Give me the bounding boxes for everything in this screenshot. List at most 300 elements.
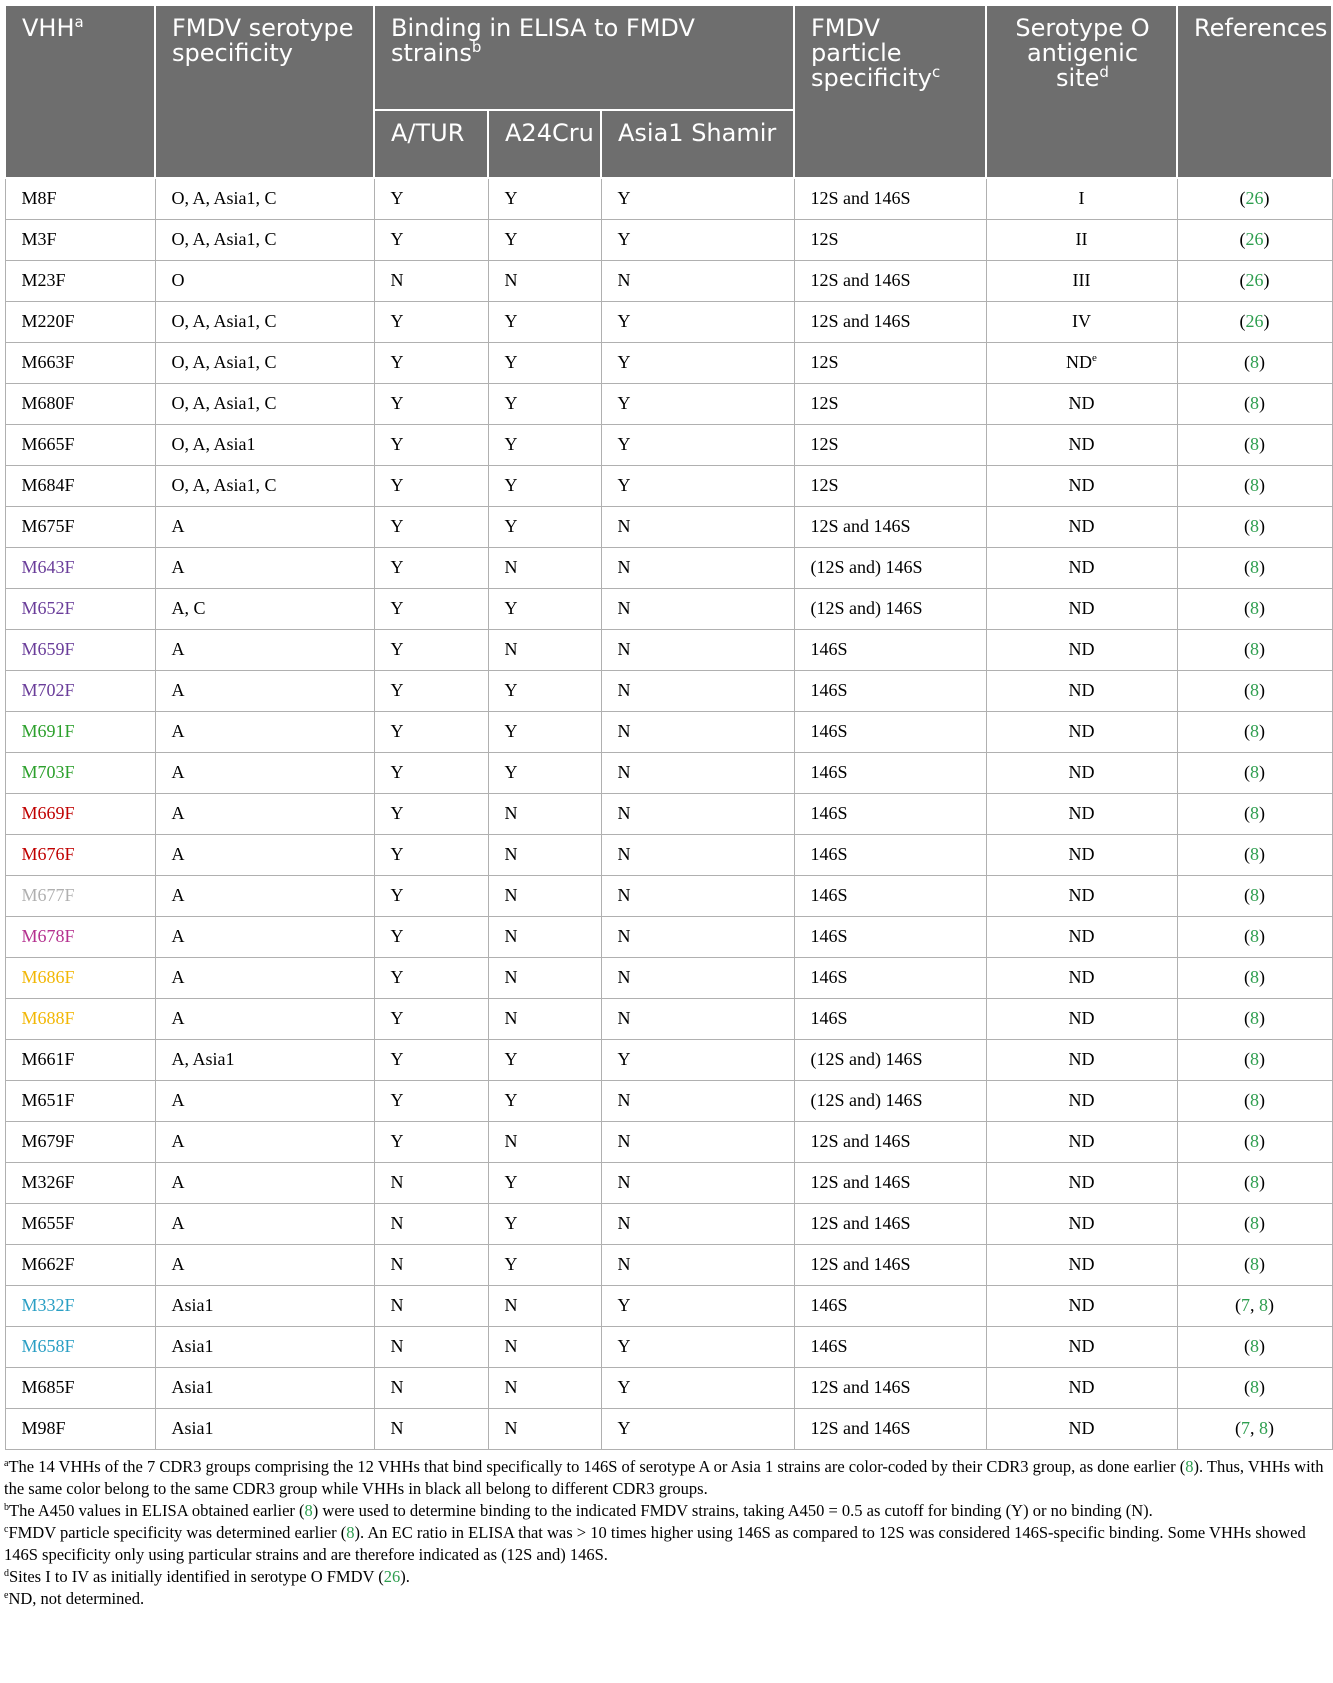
binding-asia1-cell: N bbox=[601, 957, 794, 998]
antigenic-site-cell bbox=[986, 1121, 1177, 1162]
particle-specificity-cell: 12S and 146S bbox=[794, 1408, 986, 1449]
vhh-cell: M643F bbox=[5, 547, 155, 588]
table-row bbox=[5, 1285, 1332, 1326]
footnote-mark: b bbox=[471, 38, 482, 56]
vhh-cell: M686F bbox=[5, 957, 155, 998]
antigenic-site-cell bbox=[986, 629, 1177, 670]
binding-a-tur-cell: Y bbox=[374, 711, 488, 752]
antigenic-site-cell bbox=[986, 957, 1177, 998]
antigenic-site-value: ND bbox=[1068, 598, 1095, 618]
references-cell: (8) bbox=[1177, 1121, 1332, 1162]
binding-a24cru-cell: Y bbox=[488, 1203, 601, 1244]
footnote-text: Sites I to IV as initially identified in serotype O FMDV ( bbox=[9, 1566, 384, 1586]
particle-specificity-cell: (12S and) 146S bbox=[794, 1039, 986, 1080]
vhh-cell: M651F bbox=[5, 1080, 155, 1121]
antigenic-site-value: ND bbox=[1068, 680, 1095, 700]
references-cell: (8) bbox=[1177, 711, 1332, 752]
vhh-cell: M655F bbox=[5, 1203, 155, 1244]
vhh-table bbox=[4, 4, 1333, 1450]
serotype-cell: A, Asia1 bbox=[155, 1039, 374, 1080]
header-vhh: VHH$^a$ bbox=[5, 5, 155, 178]
antigenic-site-cell bbox=[986, 1080, 1177, 1121]
binding-a-tur-cell: Y bbox=[374, 1121, 488, 1162]
binding-a24cru-cell: N bbox=[488, 834, 601, 875]
binding-a-tur-cell: Y bbox=[374, 875, 488, 916]
serotype-cell: Asia1 bbox=[155, 1408, 374, 1449]
header-binding-elisa: Binding in ELISA to FMDV strains$^b$ bbox=[374, 5, 794, 110]
binding-a-tur-cell: Y bbox=[374, 588, 488, 629]
footnote-mark: a bbox=[74, 13, 84, 31]
serotype-cell: A bbox=[155, 793, 374, 834]
reference-link[interactable]: 8 bbox=[1250, 1090, 1259, 1110]
antigenic-site-value: ND bbox=[1068, 1213, 1095, 1233]
serotype-cell: O, A, Asia1, C bbox=[155, 465, 374, 506]
reference-link[interactable]: 8 bbox=[1250, 926, 1259, 946]
binding-a24cru-cell: Y bbox=[488, 219, 601, 260]
table-row bbox=[5, 301, 1332, 342]
antigenic-site-cell bbox=[986, 506, 1177, 547]
binding-asia1-cell: N bbox=[601, 1121, 794, 1162]
footnote-text: ). An EC ratio in ELISA that was > 10 times higher using 146S as compared to 12S was considered 146S-specific binding. Some VHHs showed 146S specificity only using particular strains and are therefore indicated as (12S and) 146S. bbox=[4, 1522, 1306, 1564]
antigenic-site-cell bbox=[986, 1244, 1177, 1285]
binding-a24cru-cell: Y bbox=[488, 342, 601, 383]
reference-link[interactable]: 8 bbox=[1250, 1213, 1259, 1233]
serotype-cell: O, A, Asia1, C bbox=[155, 178, 374, 219]
references-cell: (8) bbox=[1177, 916, 1332, 957]
reference-link[interactable]: 26 bbox=[383, 1566, 401, 1586]
references-cell: (8) bbox=[1177, 793, 1332, 834]
reference-link[interactable]: 8 bbox=[1250, 1336, 1259, 1356]
particle-specificity-cell: 146S bbox=[794, 998, 986, 1039]
particle-specificity-cell: 12S and 146S bbox=[794, 1367, 986, 1408]
binding-asia1-cell: N bbox=[601, 629, 794, 670]
footnote-mark: e bbox=[4, 1589, 9, 1601]
binding-asia1-cell: N bbox=[601, 670, 794, 711]
reference-link[interactable]: 8 bbox=[1250, 1049, 1259, 1069]
reference-link[interactable]: 8 bbox=[1250, 1172, 1259, 1192]
binding-a24cru-cell: N bbox=[488, 793, 601, 834]
antigenic-site-value: ND bbox=[1068, 475, 1095, 495]
binding-asia1-cell: N bbox=[601, 752, 794, 793]
antigenic-site-value: ND bbox=[1068, 1090, 1095, 1110]
antigenic-site-value: ND bbox=[1066, 352, 1093, 372]
footnote-text: ). Thus, VHHs with the same color belong to the same CDR3 group while VHHs in black all belong to different CDR3 groups. bbox=[4, 1456, 1324, 1498]
binding-a24cru-cell: Y bbox=[488, 178, 601, 219]
binding-a-tur-cell: Y bbox=[374, 752, 488, 793]
antigenic-site-cell bbox=[986, 793, 1177, 834]
table-body bbox=[5, 178, 1332, 1449]
binding-a24cru-cell: N bbox=[488, 998, 601, 1039]
binding-asia1-cell: N bbox=[601, 916, 794, 957]
footnote-mark: c bbox=[4, 1523, 9, 1535]
antigenic-site-cell bbox=[986, 342, 1177, 383]
binding-a-tur-cell: Y bbox=[374, 670, 488, 711]
antigenic-site-cell bbox=[986, 383, 1177, 424]
particle-specificity-cell: 146S bbox=[794, 793, 986, 834]
serotype-cell: A, C bbox=[155, 588, 374, 629]
antigenic-site-value: ND bbox=[1068, 1418, 1095, 1438]
footnote bbox=[4, 1566, 1331, 1588]
serotype-cell: A bbox=[155, 1121, 374, 1162]
reference-link[interactable]: 7 bbox=[1241, 1295, 1250, 1315]
serotype-cell: A bbox=[155, 916, 374, 957]
serotype-cell: Asia1 bbox=[155, 1326, 374, 1367]
table-row bbox=[5, 1244, 1332, 1285]
binding-a24cru-cell: N bbox=[488, 1326, 601, 1367]
vhh-cell: M703F bbox=[5, 752, 155, 793]
serotype-cell: A bbox=[155, 998, 374, 1039]
binding-a-tur-cell: Y bbox=[374, 547, 488, 588]
antigenic-site-cell bbox=[986, 1285, 1177, 1326]
table-row bbox=[5, 916, 1332, 957]
binding-a-tur-cell: Y bbox=[374, 998, 488, 1039]
vhh-cell: M3F bbox=[5, 219, 155, 260]
vhh-cell: M688F bbox=[5, 998, 155, 1039]
particle-specificity-cell: 12S and 146S bbox=[794, 301, 986, 342]
references-cell: (8) bbox=[1177, 1326, 1332, 1367]
reference-link[interactable]: 8 bbox=[1250, 598, 1259, 618]
table-row bbox=[5, 670, 1332, 711]
table-row bbox=[5, 260, 1332, 301]
antigenic-site-value: ND bbox=[1068, 1254, 1095, 1274]
particle-specificity-cell: 12S bbox=[794, 465, 986, 506]
particle-specificity-cell: (12S and) 146S bbox=[794, 547, 986, 588]
reference-link[interactable]: 26 bbox=[1245, 311, 1264, 331]
antigenic-site-cell bbox=[986, 178, 1177, 219]
table-row bbox=[5, 1039, 1332, 1080]
reference-link[interactable]: 8 bbox=[304, 1500, 313, 1520]
binding-a-tur-cell: Y bbox=[374, 465, 488, 506]
particle-specificity-cell: 146S bbox=[794, 711, 986, 752]
antigenic-site-cell bbox=[986, 711, 1177, 752]
reference-link[interactable]: 8 bbox=[1259, 1295, 1268, 1315]
table-row bbox=[5, 834, 1332, 875]
references-cell: (8) bbox=[1177, 834, 1332, 875]
binding-asia1-cell: Y bbox=[601, 465, 794, 506]
antigenic-site-value: II bbox=[1075, 229, 1088, 249]
particle-specificity-cell: (12S and) 146S bbox=[794, 1080, 986, 1121]
binding-a24cru-cell: Y bbox=[488, 752, 601, 793]
binding-a-tur-cell: N bbox=[374, 1285, 488, 1326]
table-row bbox=[5, 547, 1332, 588]
table-row bbox=[5, 219, 1332, 260]
antigenic-site-cell bbox=[986, 465, 1177, 506]
antigenic-site-cell bbox=[986, 998, 1177, 1039]
reference-link[interactable]: 8 bbox=[1250, 352, 1259, 372]
footnote-mark: c bbox=[931, 63, 941, 81]
binding-a24cru-cell: Y bbox=[488, 1039, 601, 1080]
vhh-cell: M332F bbox=[5, 1285, 155, 1326]
particle-specificity-cell: 146S bbox=[794, 752, 986, 793]
binding-asia1-cell: N bbox=[601, 875, 794, 916]
particle-specificity-cell: (12S and) 146S bbox=[794, 588, 986, 629]
vhh-cell: M326F bbox=[5, 1162, 155, 1203]
particle-specificity-cell: 146S bbox=[794, 916, 986, 957]
reference-link[interactable]: 8 bbox=[1250, 721, 1259, 741]
antigenic-site-cell bbox=[986, 1326, 1177, 1367]
binding-asia1-cell: N bbox=[601, 260, 794, 301]
antigenic-site-cell bbox=[986, 547, 1177, 588]
binding-a-tur-cell: Y bbox=[374, 219, 488, 260]
binding-a24cru-cell: Y bbox=[488, 301, 601, 342]
binding-asia1-cell: N bbox=[601, 1244, 794, 1285]
binding-a24cru-cell: N bbox=[488, 916, 601, 957]
references-cell: (8) bbox=[1177, 1039, 1332, 1080]
reference-link[interactable]: 8 bbox=[1250, 762, 1259, 782]
antigenic-site-cell bbox=[986, 260, 1177, 301]
reference-link[interactable]: 8 bbox=[1250, 844, 1259, 864]
particle-specificity-cell: 12S bbox=[794, 342, 986, 383]
binding-a-tur-cell: Y bbox=[374, 629, 488, 670]
footnote bbox=[4, 1456, 1331, 1500]
binding-asia1-cell: Y bbox=[601, 383, 794, 424]
reference-link[interactable]: 26 bbox=[1245, 229, 1264, 249]
vhh-cell: M98F bbox=[5, 1408, 155, 1449]
particle-specificity-cell: 146S bbox=[794, 1326, 986, 1367]
antigenic-site-cell bbox=[986, 1162, 1177, 1203]
vhh-cell: M676F bbox=[5, 834, 155, 875]
antigenic-site-cell bbox=[986, 875, 1177, 916]
antigenic-site-cell bbox=[986, 916, 1177, 957]
particle-specificity-cell: 146S bbox=[794, 1285, 986, 1326]
references-cell: (8) bbox=[1177, 1162, 1332, 1203]
binding-asia1-cell: Y bbox=[601, 1408, 794, 1449]
vhh-cell: M702F bbox=[5, 670, 155, 711]
reference-link[interactable]: 8 bbox=[1250, 516, 1259, 536]
serotype-cell: A bbox=[155, 957, 374, 998]
serotype-cell: A bbox=[155, 1080, 374, 1121]
table-row bbox=[5, 1326, 1332, 1367]
binding-asia1-cell: N bbox=[601, 998, 794, 1039]
table-row bbox=[5, 793, 1332, 834]
vhh-cell: M661F bbox=[5, 1039, 155, 1080]
footnote-mark: e bbox=[1092, 352, 1097, 364]
binding-a-tur-cell: N bbox=[374, 260, 488, 301]
binding-asia1-cell: N bbox=[601, 1203, 794, 1244]
references-cell: (8) bbox=[1177, 342, 1332, 383]
binding-a24cru-cell: Y bbox=[488, 711, 601, 752]
footnote bbox=[4, 1522, 1331, 1566]
references-cell: (26) bbox=[1177, 178, 1332, 219]
references-cell: (8) bbox=[1177, 465, 1332, 506]
binding-asia1-cell: Y bbox=[601, 1367, 794, 1408]
particle-specificity-cell: 12S and 146S bbox=[794, 1162, 986, 1203]
antigenic-site-value: ND bbox=[1068, 803, 1095, 823]
vhh-cell: M691F bbox=[5, 711, 155, 752]
binding-a24cru-cell: Y bbox=[488, 1162, 601, 1203]
vhh-cell: M652F bbox=[5, 588, 155, 629]
references-cell: (8) bbox=[1177, 1367, 1332, 1408]
references-cell: (8) bbox=[1177, 383, 1332, 424]
binding-a-tur-cell: Y bbox=[374, 1080, 488, 1121]
footnote-mark: b bbox=[4, 1501, 9, 1513]
table-row bbox=[5, 178, 1332, 219]
serotype-cell: Asia1 bbox=[155, 1285, 374, 1326]
serotype-cell: O bbox=[155, 260, 374, 301]
binding-a24cru-cell: N bbox=[488, 260, 601, 301]
binding-a24cru-cell: Y bbox=[488, 1244, 601, 1285]
vhh-cell: M669F bbox=[5, 793, 155, 834]
serotype-cell: A bbox=[155, 711, 374, 752]
particle-specificity-cell: 12S and 146S bbox=[794, 260, 986, 301]
binding-asia1-cell: N bbox=[601, 506, 794, 547]
references-cell: (8) bbox=[1177, 424, 1332, 465]
binding-asia1-cell: Y bbox=[601, 1039, 794, 1080]
reference-link[interactable]: 8 bbox=[346, 1522, 355, 1542]
reference-link[interactable]: 8 bbox=[1250, 393, 1259, 413]
antigenic-site-value: ND bbox=[1068, 762, 1095, 782]
particle-specificity-cell: 146S bbox=[794, 629, 986, 670]
binding-a-tur-cell: N bbox=[374, 1408, 488, 1449]
vhh-cell: M675F bbox=[5, 506, 155, 547]
particle-specificity-cell: 12S bbox=[794, 424, 986, 465]
vhh-cell: M665F bbox=[5, 424, 155, 465]
table-row bbox=[5, 588, 1332, 629]
vhh-cell: M677F bbox=[5, 875, 155, 916]
reference-link[interactable]: 8 bbox=[1250, 803, 1259, 823]
table-row bbox=[5, 998, 1332, 1039]
binding-a-tur-cell: N bbox=[374, 1244, 488, 1285]
particle-specificity-cell: 12S bbox=[794, 219, 986, 260]
references-cell: (26) bbox=[1177, 301, 1332, 342]
serotype-cell: A bbox=[155, 506, 374, 547]
reference-link[interactable]: 8 bbox=[1250, 967, 1259, 987]
binding-a24cru-cell: Y bbox=[488, 465, 601, 506]
particle-specificity-cell: 146S bbox=[794, 875, 986, 916]
binding-asia1-cell: N bbox=[601, 711, 794, 752]
antigenic-site-cell bbox=[986, 588, 1177, 629]
reference-link[interactable]: 8 bbox=[1250, 1008, 1259, 1028]
antigenic-site-value: ND bbox=[1068, 926, 1095, 946]
particle-specificity-cell: 146S bbox=[794, 957, 986, 998]
table-row bbox=[5, 342, 1332, 383]
reference-link[interactable]: 26 bbox=[1245, 270, 1264, 290]
antigenic-site-value: IV bbox=[1072, 311, 1091, 331]
header-antigenic-site: Serotype O antigenic site$^d$ bbox=[986, 5, 1177, 178]
reference-link[interactable]: 8 bbox=[1250, 639, 1259, 659]
references-cell: (8) bbox=[1177, 875, 1332, 916]
footnote-mark: d bbox=[4, 1567, 9, 1579]
antigenic-site-cell bbox=[986, 670, 1177, 711]
serotype-cell: O, A, Asia1, C bbox=[155, 219, 374, 260]
serotype-cell: A bbox=[155, 875, 374, 916]
footnote-mark: a bbox=[4, 1457, 9, 1469]
binding-asia1-cell: Y bbox=[601, 424, 794, 465]
vhh-cell: M680F bbox=[5, 383, 155, 424]
reference-link[interactable]: 7 bbox=[1241, 1418, 1250, 1438]
references-cell: (8) bbox=[1177, 506, 1332, 547]
footnote-text: ). bbox=[400, 1566, 410, 1586]
footnote-mark: d bbox=[1099, 63, 1109, 81]
binding-a-tur-cell: N bbox=[374, 1203, 488, 1244]
reference-link[interactable]: 8 bbox=[1250, 1254, 1259, 1274]
particle-specificity-cell: 12S and 146S bbox=[794, 506, 986, 547]
footnote-text: The A450 values in ELISA obtained earlier ( bbox=[9, 1500, 305, 1520]
binding-a-tur-cell: Y bbox=[374, 301, 488, 342]
antigenic-site-value: ND bbox=[1068, 1008, 1095, 1028]
binding-a-tur-cell: Y bbox=[374, 342, 488, 383]
binding-asia1-cell: N bbox=[601, 547, 794, 588]
antigenic-site-cell bbox=[986, 1367, 1177, 1408]
antigenic-site-value: ND bbox=[1068, 1336, 1095, 1356]
serotype-cell: A bbox=[155, 670, 374, 711]
reference-link[interactable]: 8 bbox=[1250, 434, 1259, 454]
binding-a24cru-cell: Y bbox=[488, 588, 601, 629]
binding-a-tur-cell: Y bbox=[374, 834, 488, 875]
reference-link[interactable]: 26 bbox=[1245, 188, 1264, 209]
antigenic-site-cell bbox=[986, 1203, 1177, 1244]
vhh-cell: M220F bbox=[5, 301, 155, 342]
references-cell: (7, 8) bbox=[1177, 1408, 1332, 1449]
binding-a-tur-cell: Y bbox=[374, 793, 488, 834]
antigenic-site-cell bbox=[986, 301, 1177, 342]
antigenic-site-value: ND bbox=[1068, 844, 1095, 864]
binding-a24cru-cell: N bbox=[488, 1367, 601, 1408]
antigenic-site-value: ND bbox=[1068, 516, 1095, 536]
binding-asia1-cell: N bbox=[601, 793, 794, 834]
reference-link[interactable]: 8 bbox=[1259, 1418, 1268, 1438]
antigenic-site-cell bbox=[986, 1408, 1177, 1449]
references-cell: (8) bbox=[1177, 957, 1332, 998]
serotype-cell: A bbox=[155, 752, 374, 793]
particle-specificity-cell: 146S bbox=[794, 670, 986, 711]
serotype-cell: O, A, Asia1, C bbox=[155, 383, 374, 424]
reference-link[interactable]: 8 bbox=[1250, 557, 1259, 577]
table-row bbox=[5, 1367, 1332, 1408]
binding-asia1-cell: N bbox=[601, 834, 794, 875]
binding-a-tur-cell: N bbox=[374, 1326, 488, 1367]
table-row bbox=[5, 629, 1332, 670]
antigenic-site-value: ND bbox=[1068, 1131, 1095, 1151]
table-row bbox=[5, 506, 1332, 547]
table-row bbox=[5, 1408, 1332, 1449]
references-cell: (8) bbox=[1177, 629, 1332, 670]
table-row bbox=[5, 752, 1332, 793]
reference-link[interactable]: 8 bbox=[1250, 1131, 1259, 1151]
references-cell: (8) bbox=[1177, 588, 1332, 629]
serotype-cell: A bbox=[155, 629, 374, 670]
binding-asia1-cell: N bbox=[601, 1080, 794, 1121]
reference-link[interactable]: 8 bbox=[1250, 680, 1259, 700]
reference-link[interactable]: 8 bbox=[1250, 475, 1259, 495]
references-cell: (7, 8) bbox=[1177, 1285, 1332, 1326]
antigenic-site-value: III bbox=[1072, 270, 1091, 290]
binding-asia1-cell: Y bbox=[601, 1326, 794, 1367]
references-cell: (8) bbox=[1177, 670, 1332, 711]
antigenic-site-cell bbox=[986, 752, 1177, 793]
antigenic-site-cell bbox=[986, 219, 1177, 260]
reference-link[interactable]: 8 bbox=[1250, 1377, 1259, 1397]
binding-asia1-cell: Y bbox=[601, 219, 794, 260]
reference-link[interactable]: 8 bbox=[1250, 885, 1259, 905]
antigenic-site-value: I bbox=[1078, 188, 1085, 209]
vhh-cell: M663F bbox=[5, 342, 155, 383]
references-cell: (8) bbox=[1177, 752, 1332, 793]
table-row bbox=[5, 1121, 1332, 1162]
particle-specificity-cell: 146S bbox=[794, 834, 986, 875]
antigenic-site-value: ND bbox=[1068, 967, 1095, 987]
reference-link[interactable]: 8 bbox=[1185, 1456, 1194, 1476]
binding-a24cru-cell: N bbox=[488, 1285, 601, 1326]
table-row bbox=[5, 1080, 1332, 1121]
footnote-text: FMDV particle specificity was determined earlier ( bbox=[8, 1522, 347, 1542]
binding-a24cru-cell: N bbox=[488, 1408, 601, 1449]
binding-a24cru-cell: N bbox=[488, 629, 601, 670]
antigenic-site-cell bbox=[986, 834, 1177, 875]
binding-a-tur-cell: N bbox=[374, 1367, 488, 1408]
header-serotype-specificity: FMDV serotype specificity bbox=[155, 5, 374, 178]
binding-a24cru-cell: N bbox=[488, 547, 601, 588]
